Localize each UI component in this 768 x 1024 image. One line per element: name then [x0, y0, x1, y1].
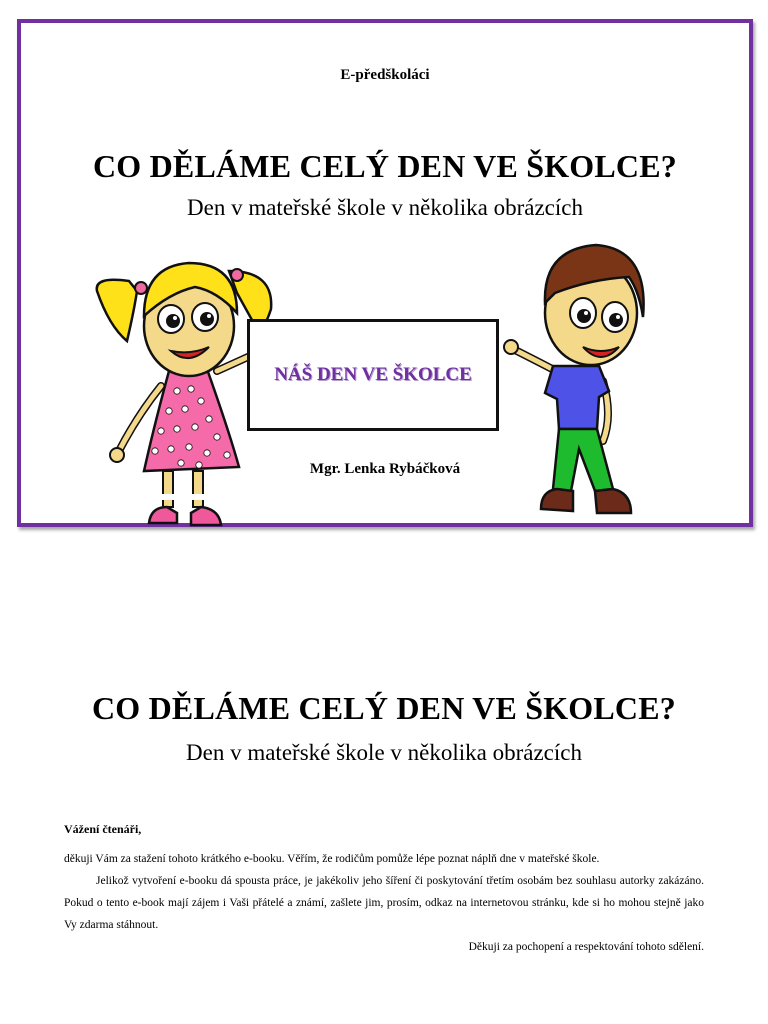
intro-text	[64, 848, 704, 958]
greeting: Vážení čtenáři,	[64, 822, 142, 836]
cover-subtitle: Den v mateřské škole v několika obrázcích	[187, 195, 583, 220]
sign-text: NÁŠ DEN VE ŠKOLCE	[274, 364, 472, 385]
paragraph-copyright: Jelikož vytvoření e-booku dá spousta práce, je jakékoliv jeho šíření či poskytování třetím osobám bez souhlasu autorky zakázáno. Pokud o tento e-book mají zájem i Vaši přátelé a známí, zašlete jim, prosím, odkaz na internetovou stránku, kde si ho mohou stejně jako Vy zdarma stáhnout.	[64, 875, 704, 931]
series-name: E-předškoláci	[340, 67, 430, 83]
page2-title: CO DĚLÁME CELÝ DEN VE ŠKOLCE?	[92, 690, 676, 726]
page2-subtitle: Den v mateřské škole v několika obrázcích	[186, 740, 582, 765]
paragraph-thanks: děkuji Vám za stažení tohoto krátkého e-booku. Věřím, že rodičům pomůže lépe poznat náplň dne v mateřské škole.	[64, 853, 600, 865]
closing-line: Děkuji za pochopení a respektování tohoto sdělení.	[468, 941, 704, 953]
sign-board	[247, 319, 499, 431]
author-name: Mgr. Lenka Rybáčková	[309, 461, 461, 477]
cover-page	[17, 19, 753, 527]
cover-title: CO DĚLÁME CELÝ DEN VE ŠKOLCE?	[93, 148, 677, 184]
